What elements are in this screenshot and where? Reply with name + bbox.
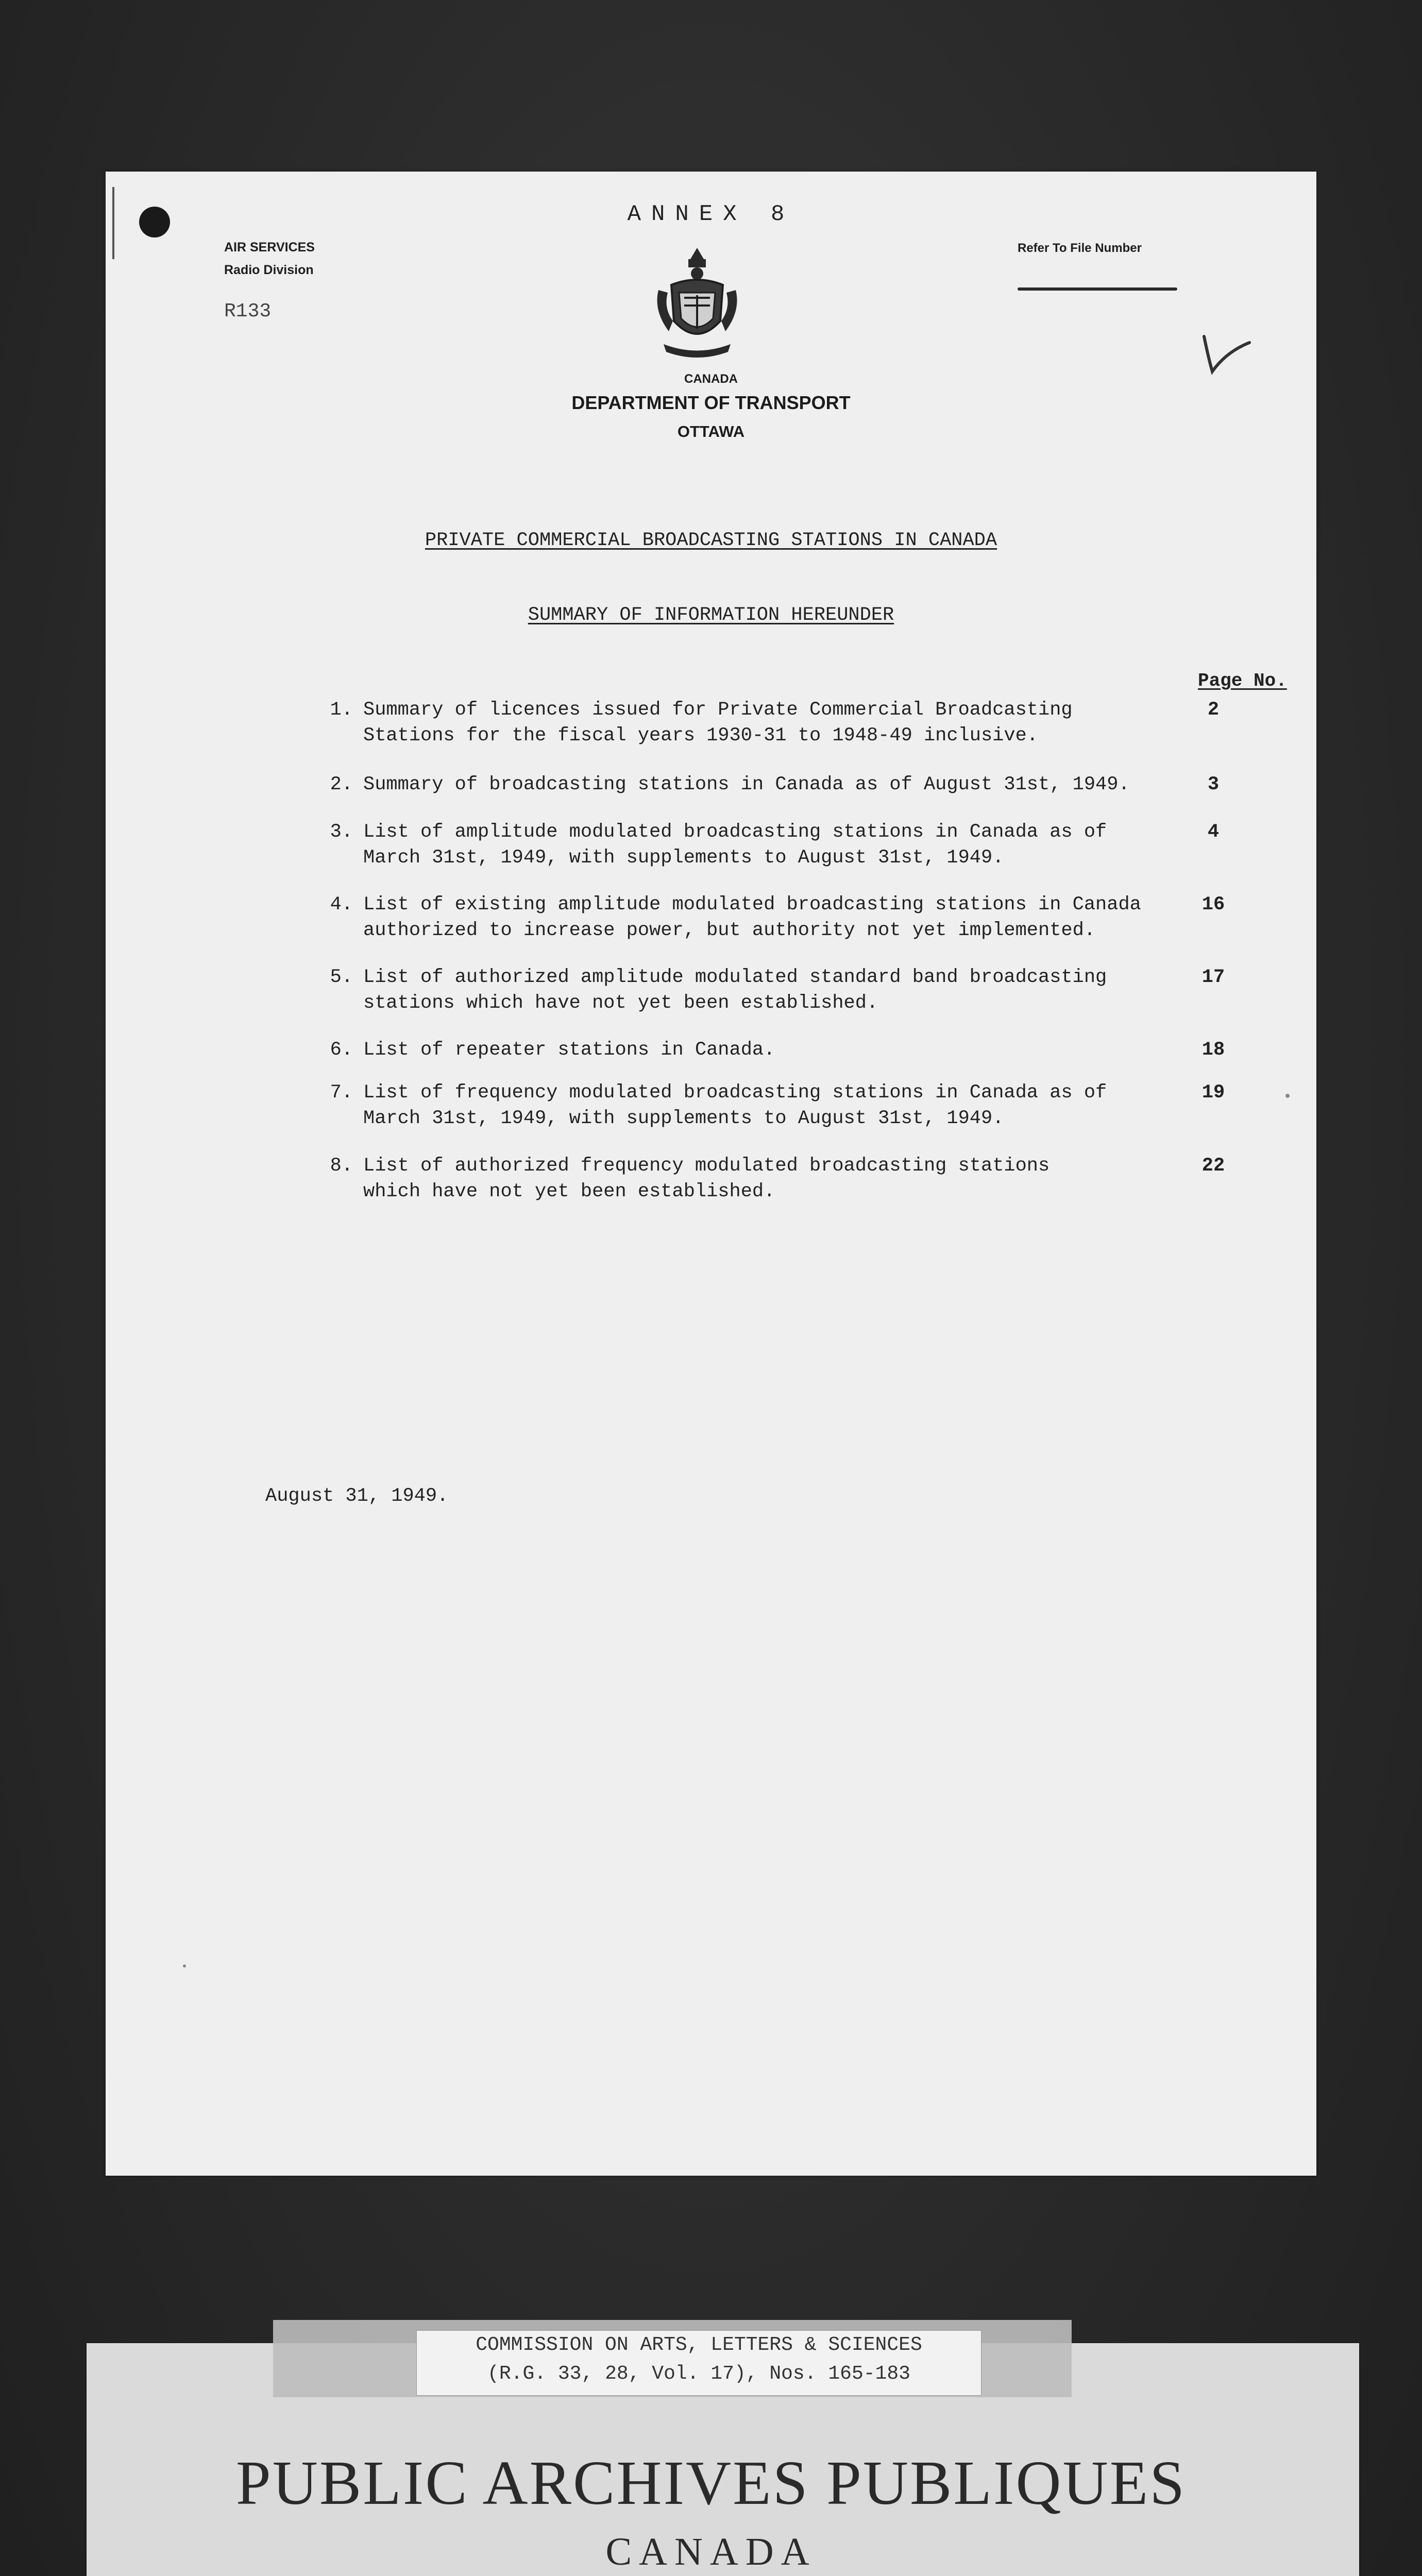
item-number: 8. <box>330 1155 353 1177</box>
item-number: 7. <box>330 1082 353 1104</box>
item-text: List of existing amplitude modulated broadcasting stations in Canada authorized to increase power, but authority not yet implemented. <box>363 894 1141 941</box>
file-number-line <box>1018 287 1177 291</box>
division-line: AIR SERVICES <box>224 240 315 255</box>
item-text: Summary of broadcasting stations in Canada as of August 31st, 1949. <box>363 774 1130 795</box>
item-page: 16 <box>1201 894 1225 916</box>
item-number: 5. <box>330 967 353 988</box>
division-line: Radio Division <box>224 263 314 277</box>
document-title: PRIVATE COMMERCIAL BROADCASTING STATIONS IN CANADA <box>425 530 997 551</box>
archive-subtitle: CANADA <box>605 2530 817 2573</box>
document-page <box>106 172 1316 2176</box>
item-number: 6. <box>330 1039 353 1061</box>
item-page: 18 <box>1201 1039 1225 1061</box>
item-text: List of authorized frequency modulated broadcasting stations which have not yet been established. <box>363 1155 1050 1202</box>
item-text: List of authorized amplitude modulated standard band broadcasting stations which have not yet been established. <box>363 967 1107 1014</box>
country-label: CANADA <box>684 372 738 386</box>
department-name: DEPARTMENT OF TRANSPORT <box>571 392 851 413</box>
document-date: August 31, 1949. <box>265 1485 449 1507</box>
document-subtitle: SUMMARY OF INFORMATION HEREUNDER <box>528 604 894 626</box>
item-text: Summary of licences issued for Private Commercial Broadcasting Stations for the fiscal years 1930-31 to 1948-49 inclusive. <box>363 699 1073 747</box>
item-text: List of amplitude modulated broadcasting stations in Canada as of March 31st, 1949, with supplements to August 31st, 1949. <box>363 821 1107 869</box>
handwritten-checkmark-icon <box>1198 331 1255 378</box>
scan-speck <box>1285 1094 1290 1098</box>
item-page: 4 <box>1207 821 1220 843</box>
scan-speck <box>183 1964 186 1968</box>
archive-title: PUBLIC ARCHIVES PUBLIQUES <box>235 2448 1187 2518</box>
annex-label: ANNEX 8 <box>627 201 795 227</box>
item-number: 3. <box>330 821 353 843</box>
item-number: 2. <box>330 774 353 795</box>
archive-slip <box>416 2330 981 2396</box>
item-text: List of frequency modulated broadcasting stations in Canada as of March 31st, 1949, with supplements to August 31st, 1949. <box>363 1082 1107 1129</box>
item-page: 2 <box>1207 699 1220 721</box>
item-number: 1. <box>330 699 353 721</box>
item-number: 4. <box>330 894 353 916</box>
item-page: 19 <box>1201 1082 1225 1104</box>
file-number-label: Refer To File Number <box>1018 241 1142 255</box>
archive-slip-line: (R.G. 33, 28, Vol. 17), Nos. 165-183 <box>487 2363 910 2385</box>
item-text: List of repeater stations in Canada. <box>363 1039 775 1061</box>
archive-slip-line: COMMISSION ON ARTS, LETTERS & SCIENCES <box>476 2334 922 2356</box>
department-block <box>106 370 1316 446</box>
file-number-block <box>1018 241 1177 291</box>
item-page: 17 <box>1201 967 1225 988</box>
item-page: 22 <box>1201 1155 1225 1177</box>
reference-code: R133 <box>224 300 272 323</box>
division-header <box>224 236 315 281</box>
item-page: 3 <box>1207 774 1220 795</box>
coat-of-arms-icon <box>648 244 746 360</box>
page-number-header: Page No. <box>1198 670 1287 691</box>
city-name: OTTAWA <box>677 422 745 440</box>
